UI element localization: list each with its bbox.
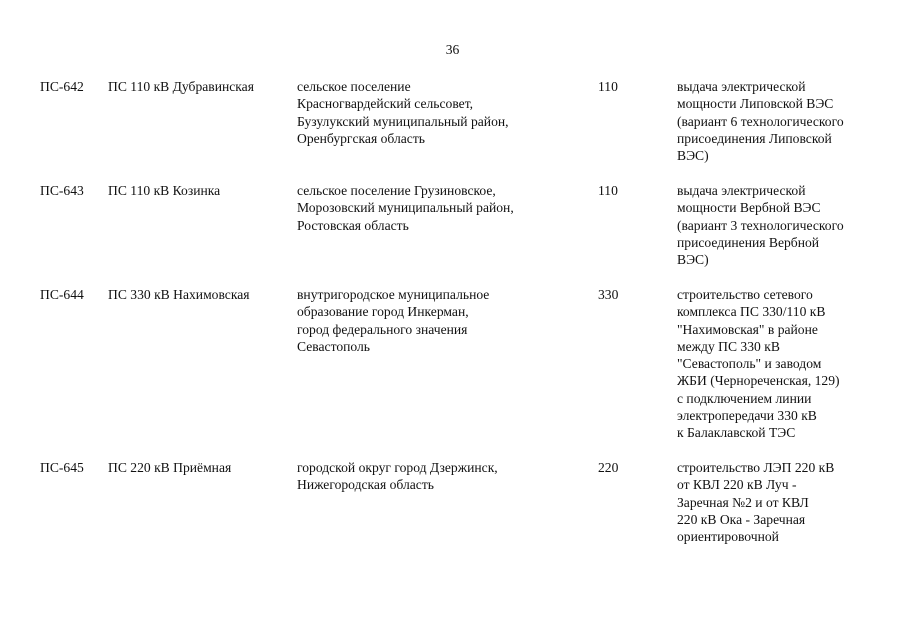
purpose-line: к Балаклавской ТЭС [677, 425, 796, 441]
substation-purpose [677, 78, 844, 164]
location-line: Красногвардейский сельсовет, [297, 96, 474, 112]
purpose-line: ЖБИ (Чернореченская, 129) [677, 373, 840, 389]
substation-voltage: 110 [598, 79, 618, 94]
substation-purpose [677, 286, 840, 442]
purpose-line: присоединения Липовской [677, 130, 832, 146]
substation-voltage: 110 [598, 183, 618, 198]
substation-name: ПС 110 кВ Козинка [108, 183, 221, 198]
substation-name: ПС 110 кВ Дубравинская [108, 79, 254, 94]
substation-purpose [677, 459, 834, 545]
purpose-line: (вариант 6 технологического [677, 113, 844, 129]
purpose-line: электропередачи 330 кВ [677, 408, 817, 424]
substation-voltage: 330 [598, 287, 619, 302]
purpose-line: выдача электрической [677, 183, 806, 198]
purpose-line: с подключением линии [677, 390, 812, 406]
purpose-line: ориентировочной [677, 529, 779, 545]
purpose-line: (вариант 3 технологического [677, 217, 844, 233]
substation-code: ПС-645 [40, 460, 84, 475]
location-line: городской округ город Дзержинск, [297, 460, 498, 475]
location-line: Севастополь [297, 338, 371, 354]
location-line: Нижегородская область [297, 477, 434, 493]
purpose-line: ВЭС) [677, 252, 709, 268]
substation-code: ПС-642 [40, 79, 84, 94]
location-line: образование город Инкерман, [297, 304, 469, 320]
location-line: сельское поселение Грузиновское, [297, 183, 496, 198]
purpose-line: присоединения Вербной [677, 234, 820, 250]
substation-location [297, 459, 498, 494]
substation-code: ПС-643 [40, 183, 84, 198]
substation-name: ПС 330 кВ Нахимовская [108, 287, 250, 302]
substation-name: ПС 220 кВ Приёмная [108, 460, 232, 475]
substation-location [297, 286, 489, 355]
location-line: сельское поселение [297, 79, 411, 94]
purpose-line: строительство сетевого [677, 287, 813, 302]
substation-voltage: 220 [598, 460, 619, 475]
location-line: Оренбургская область [297, 130, 425, 146]
location-line: Бузулукский муниципальный район, [297, 113, 509, 129]
purpose-line: от КВЛ 220 кВ Луч - [677, 477, 797, 493]
purpose-line: 220 кВ Ока - Заречная [677, 511, 806, 527]
purpose-line: Заречная №2 и от КВЛ [677, 494, 809, 510]
location-line: Ростовская область [297, 217, 409, 233]
purpose-line: "Нахимовская" в районе [677, 321, 818, 337]
purpose-line: мощности Вербной ВЭС [677, 200, 821, 216]
substation-location [297, 182, 514, 234]
location-line: Морозовский муниципальный район, [297, 200, 514, 216]
substation-purpose [677, 182, 844, 268]
purpose-line: мощности Липовской ВЭС [677, 96, 834, 112]
page-number: 36 [445, 42, 460, 57]
location-line: город федерального значения [297, 321, 468, 337]
purpose-line: ВЭС) [677, 148, 709, 164]
purpose-line: выдача электрической [677, 79, 806, 94]
substation-code: ПС-644 [40, 287, 84, 302]
purpose-line: между ПС 330 кВ [677, 338, 780, 354]
purpose-line: строительство ЛЭП 220 кВ [677, 460, 835, 475]
location-line: внутригородское муниципальное [297, 287, 490, 302]
purpose-line: комплекса ПС 330/110 кВ [677, 304, 826, 320]
purpose-line: "Севастополь" и заводом [677, 356, 822, 372]
substation-location [297, 78, 509, 147]
